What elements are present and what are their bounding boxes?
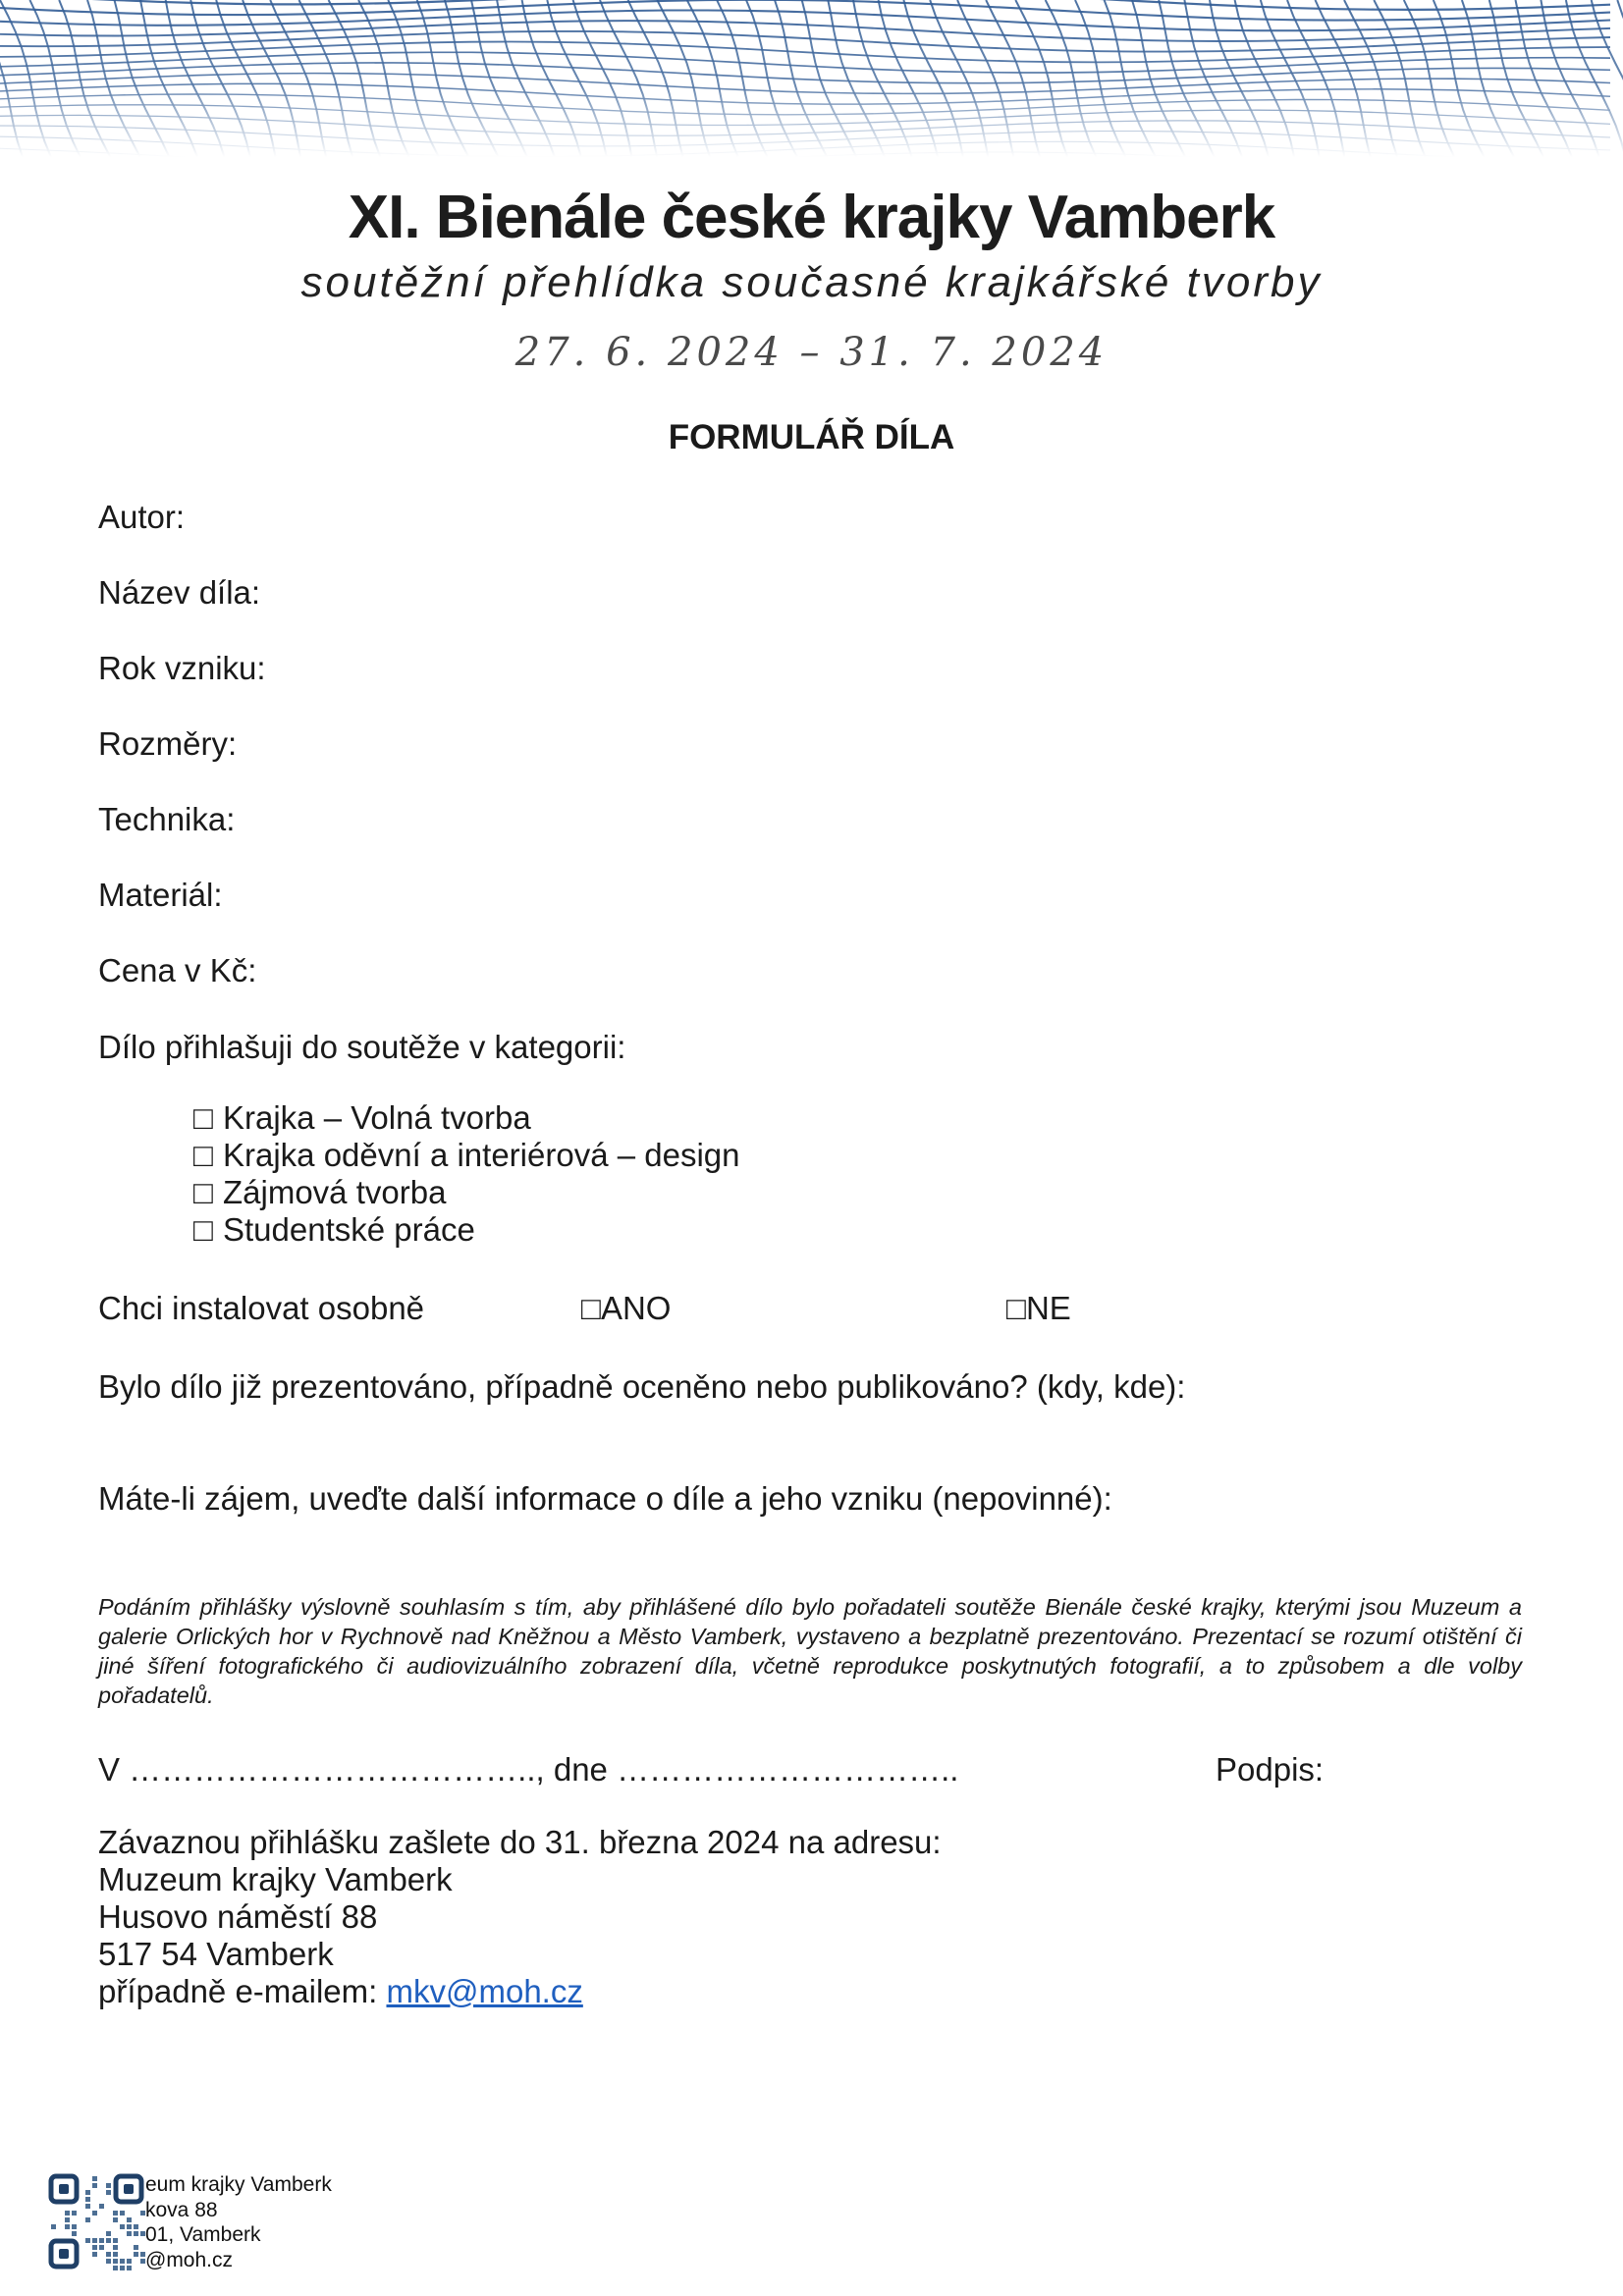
form-title: FORMULÁŘ DÍLA xyxy=(668,418,955,456)
install-no-option[interactable] xyxy=(1006,1289,1071,1328)
category-option-label: Krajka – Volná tvorba xyxy=(223,1099,531,1136)
question-presented: Bylo dílo již prezentováno, případně oceněno nebo publikováno? (kdy, kde): xyxy=(98,1368,1186,1405)
address-email-line xyxy=(98,1973,942,2010)
checkbox-icon[interactable]: □ xyxy=(1006,1290,1026,1326)
field-price[interactable]: Cena v Kč: xyxy=(98,952,257,988)
address-line-2: Husovo náměstí 88 xyxy=(98,1898,378,1935)
install-yes-option[interactable] xyxy=(581,1289,671,1328)
checkbox-icon[interactable]: □ xyxy=(193,1137,213,1173)
address-line-1: Muzeum krajky Vamberk xyxy=(98,1861,453,1897)
checkbox-icon[interactable]: □ xyxy=(581,1290,601,1326)
footer-line: 01, Vamberk xyxy=(145,2223,261,2246)
address-line-3: 517 54 Vamberk xyxy=(98,1936,334,1972)
page-title: XI. Bienále české krajky Vamberk xyxy=(348,184,1275,251)
question-more-info: Máte-li zájem, uveďte další informace o díle a jeho vzniku (nepovinné): xyxy=(98,1480,1112,1517)
qr-code-icon xyxy=(47,2172,145,2270)
install-no-label: NE xyxy=(1025,1290,1071,1326)
email-link[interactable]: mkv@moh.cz xyxy=(386,1973,583,2009)
category-option-student[interactable] xyxy=(193,1211,740,1249)
field-year[interactable]: Rok vzniku: xyxy=(98,650,266,686)
install-yes-label: ANO xyxy=(600,1290,672,1326)
footer-line: @moh.cz xyxy=(145,2248,234,2271)
category-options xyxy=(193,1099,740,1249)
category-option-label: Studentské práce xyxy=(223,1211,475,1248)
field-dimensions[interactable]: Rozměry: xyxy=(98,725,238,762)
category-label: Dílo přihlašuji do soutěže v kategorii: xyxy=(98,1029,626,1065)
consent-text: Podáním přihlášky výslovně souhlasím s tím, aby přihlášené dílo bylo pořadateli soutěže Bienále české krajky, kterými jsou Muzeum a galerie Orlických hor v Rychnově nad Kněžnou a Město Vamberk, vystaveno a bezplatně prezentováno. Prezentací se rozumí otištění či jiné šíření fotografického či audiovizuálního zobrazení díla, včetně reprodukce poskytnutých fotografií, a to způsobem a dle volby pořadatelů. xyxy=(98,1594,1522,1708)
mailing-address xyxy=(98,1824,942,2010)
form-fields xyxy=(98,498,266,1027)
lace-net-image xyxy=(0,0,1623,157)
field-material[interactable]: Materiál: xyxy=(98,877,223,913)
event-dates: 27. 6. 2024 – 31. 7. 2024 xyxy=(514,330,1109,375)
checkbox-icon[interactable]: □ xyxy=(193,1174,213,1210)
footer-line: eum krajky Vamberk xyxy=(145,2173,332,2196)
checkbox-icon[interactable]: □ xyxy=(193,1211,213,1248)
category-option-hobby[interactable] xyxy=(193,1174,740,1211)
category-option-free-lace[interactable] xyxy=(193,1099,740,1137)
email-prefix: případně e-mailem: xyxy=(98,1973,387,2009)
place-date-line: V ……………………………….., dne ………………………….. xyxy=(98,1751,959,1788)
address-intro: Závaznou přihlášku zašlete do 31. března 2024 na adresu: xyxy=(98,1824,942,1860)
field-technique[interactable]: Technika: xyxy=(98,801,236,837)
footer-line: kova 88 xyxy=(145,2198,218,2221)
footer xyxy=(47,2172,381,2278)
page-subtitle: soutěžní přehlídka současné krajkářské tvorby xyxy=(300,258,1323,306)
lace-net-banner xyxy=(0,0,1623,157)
install-label: Chci instalovat osobně xyxy=(98,1290,425,1326)
field-author[interactable]: Autor: xyxy=(98,499,186,535)
category-option-label: Zájmová tvorba xyxy=(223,1174,447,1210)
field-work-name[interactable]: Název díla: xyxy=(98,574,261,611)
category-option-label: Krajka oděvní a interiérová – design xyxy=(223,1137,740,1173)
signature-label: Podpis: xyxy=(1216,1751,1325,1788)
footer-address xyxy=(145,2172,332,2272)
category-option-design[interactable] xyxy=(193,1137,740,1174)
checkbox-icon[interactable]: □ xyxy=(193,1099,213,1136)
